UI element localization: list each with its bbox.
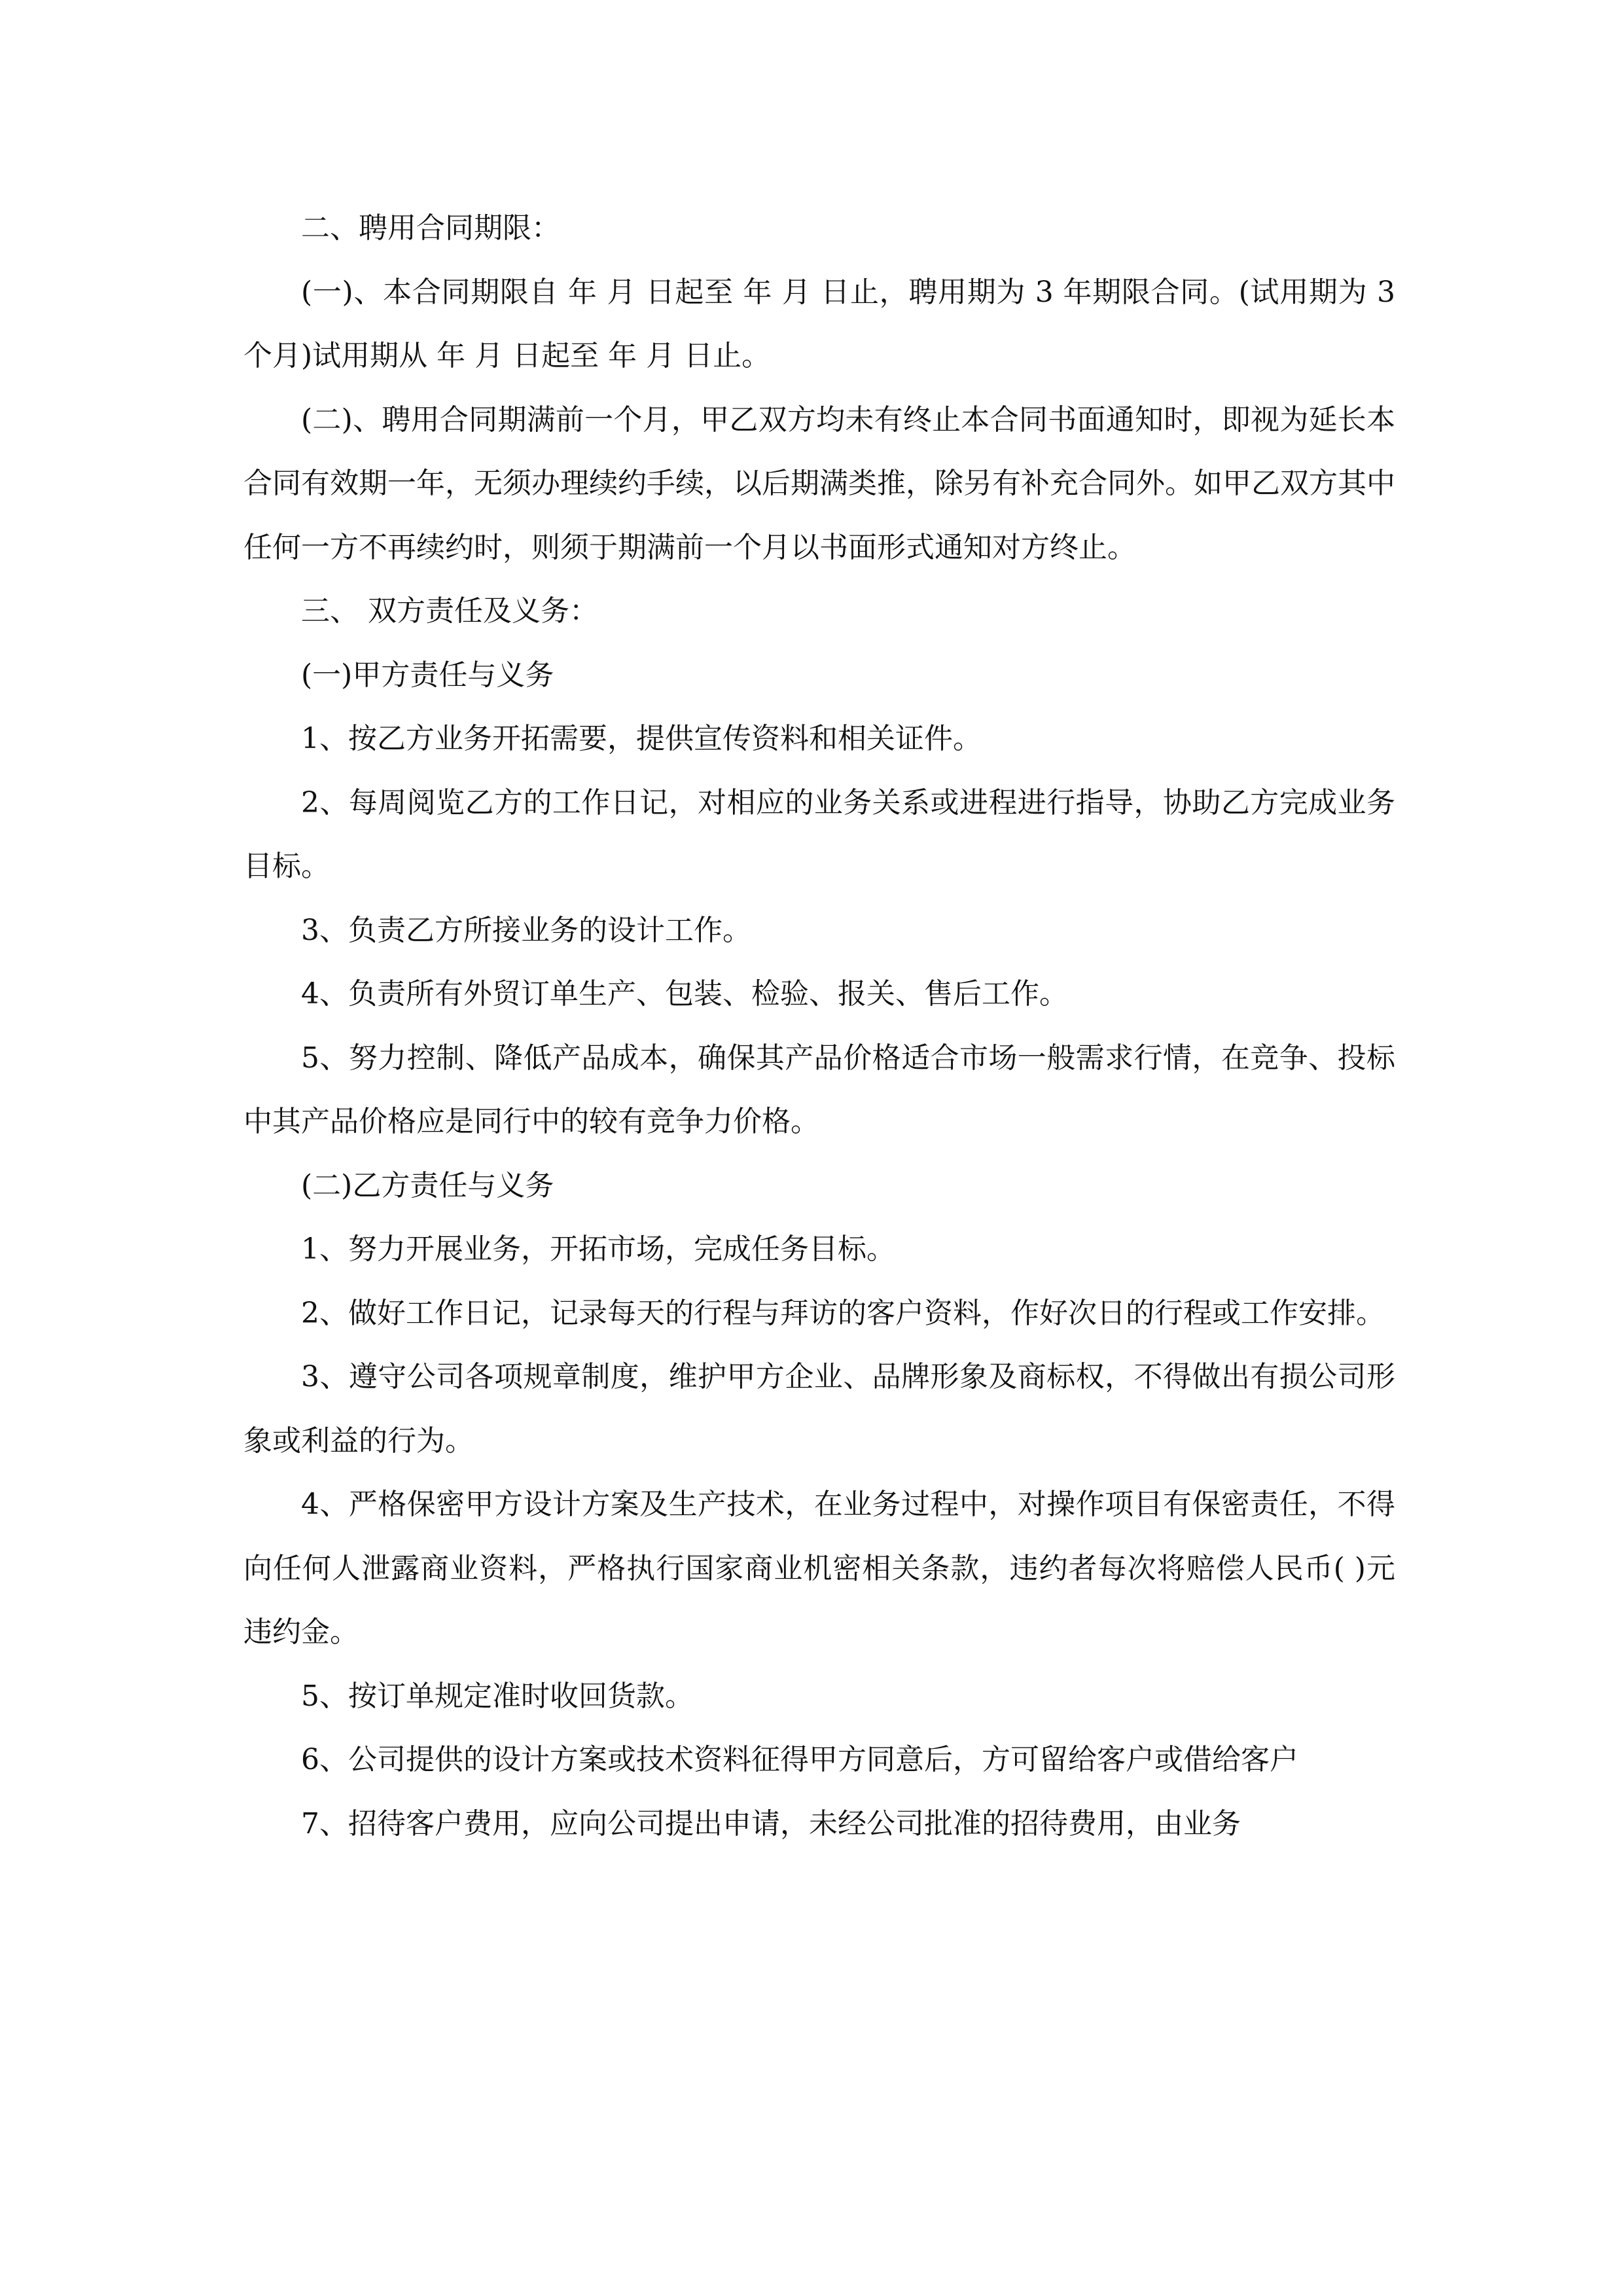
section-heading-contract-term: 二、聘用合同期限： bbox=[301, 211, 560, 245]
subheading-party-b: (二)乙方责任与义务 bbox=[301, 1168, 554, 1202]
party-a-item-5: 5、努力控制、降低产品成本，确保其产品价格适合市场一般需求行情，在竞争、投标中其产品价格应是同行中的较有竞争力价格。 bbox=[243, 1041, 1395, 1138]
party-b-item-5: 5、按订单规定准时收回货款。 bbox=[301, 1679, 694, 1713]
party-b-item-6: 6、公司提供的设计方案或技术资料征得甲方同意后，方可留给客户或借给客户 bbox=[301, 1743, 1298, 1776]
party-a-item-3: 3、负责乙方所接业务的设计工作。 bbox=[301, 913, 751, 947]
party-b-item-4: 4、严格保密甲方设计方案及生产技术，在业务过程中，对操作项目有保密责任，不得向任何人泄露商业资料，严格执行国家商业机密相关条款，违约者每次将赔偿人民币( )元违约金。 bbox=[243, 1488, 1395, 1649]
paragraph-term-2: (二)、聘用合同期满前一个月，甲乙双方均未有终止本合同书面通知时，即视为延长本合同有效期一年，无须办理续约手续，以后期满类推，除另有补充合同外。如甲乙双方其中任何一方不再续约时，则须于期满前一个月以书面形式通知对方终止。 bbox=[243, 403, 1395, 564]
party-b-item-1: 1、努力开展业务，开拓市场，完成任务目标。 bbox=[301, 1232, 895, 1266]
subheading-party-a: (一)甲方责任与义务 bbox=[301, 658, 554, 692]
party-b-item-7: 7、招待客户费用，应向公司提出申请，未经公司批准的招待费用，由业务 bbox=[301, 1806, 1241, 1840]
party-b-item-3: 3、遵守公司各项规章制度，维护甲方企业、品牌形象及商标权，不得做出有损公司形象或利益的行为。 bbox=[243, 1360, 1395, 1458]
party-a-item-4: 4、负责所有外贸订单生产、包装、检验、报关、售后工作。 bbox=[301, 977, 1068, 1011]
party-a-item-1: 1、按乙方业务开拓需要，提供宣传资料和相关证件。 bbox=[301, 722, 982, 755]
party-b-item-2: 2、做好工作日记，记录每天的行程与拜访的客户资料，作好次日的行程或工作安排。 bbox=[301, 1296, 1385, 1330]
section-heading-responsibilities: 三、 双方责任及义务： bbox=[301, 594, 598, 628]
document-body bbox=[243, 196, 1395, 1856]
party-a-item-2: 2、每周阅览乙方的工作日记，对相应的业务关系或进程进行指导，协助乙方完成业务目标。 bbox=[243, 785, 1395, 883]
paragraph-term-1: (一)、本合同期限自 年 月 日起至 年 月 日止，聘用期为 3 年期限合同。(试用期为 3 个月)试用期从 年 月 日起至 年 月 日止。 bbox=[243, 275, 1395, 372]
